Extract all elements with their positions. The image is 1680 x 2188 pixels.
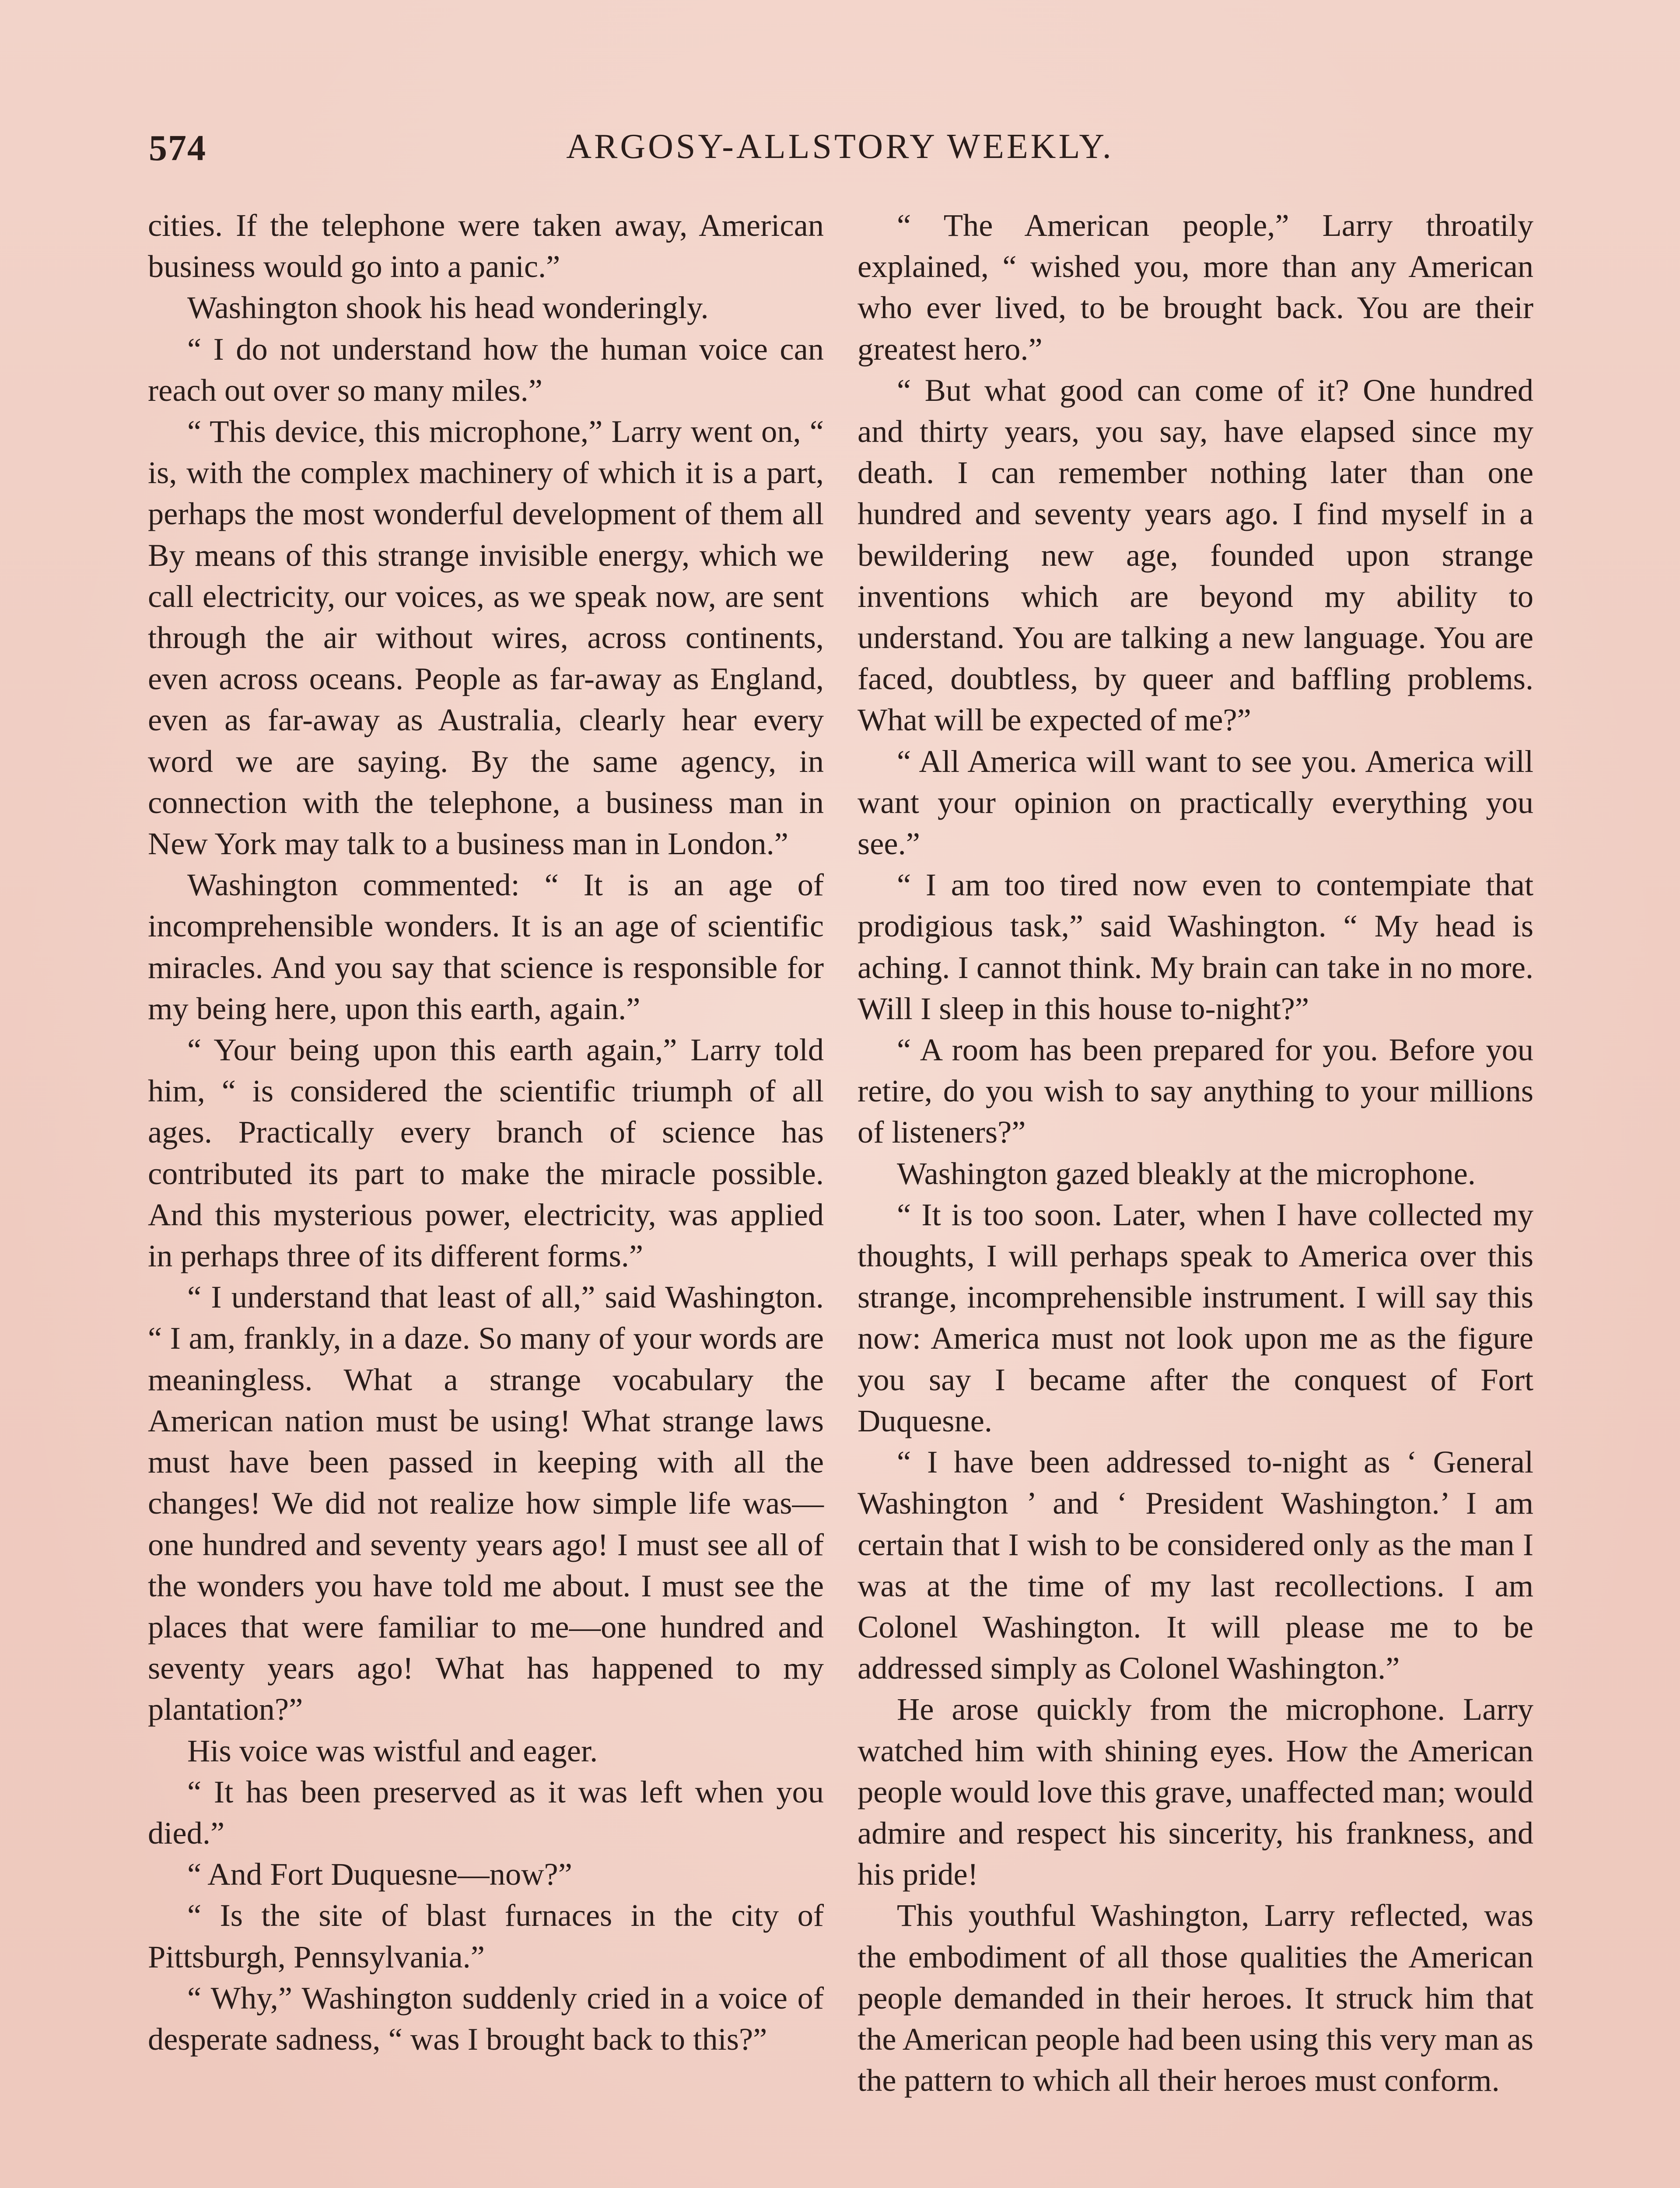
paragraph: He arose quickly from the microphone. Larry watched him with shining eyes. How the American people would love this grave, unaffected man; would admire and respect his sincerity, his frankness, and his pride!: [858, 1691, 1533, 1892]
paragraph: “ Your being upon this earth again,” Larry told him, “ is considered the scientific triumph of all ages. Practically every branch of science has contributed its part to make the miracle possible. And this mysterious power, electricity, was applied in perhaps three of its different forms.”: [148, 1032, 824, 1274]
paragraph: “ I understand that least of all,” said Washington. “ I am, frankly, in a daze. So many of your words are meaningless. What a strange vocabulary the American nation must be using! What strange laws must have been passed in keeping with all the changes! We did not realize how simple life was—one hundred and seventy years ago! I must see all of the wonders you have told me about. I must see the places that were familiar to me—one hundred and seventy years ago! What has happened to my plantation?”: [148, 1279, 824, 1727]
paragraph: Washington gazed bleakly at the microphone.: [897, 1155, 1476, 1191]
paragraph: His voice was wistful and eager.: [187, 1732, 598, 1768]
page-header: [149, 127, 1531, 179]
paragraph: “ It is too soon. Later, when I have collected my thoughts, I will perhaps speak to America over this strange, incomprehensible instrument. I will say this now: America must not look upon me as the figure you say I became after the conquest of Fort Duquesne.: [858, 1196, 1533, 1438]
paragraph: cities. If the telephone were taken away, American business would go into a panic.”: [148, 207, 824, 284]
paragraph: Washington commented: “ It is an age of incomprehensible wonders. It is an age of scientific miracles. And you say that science is responsible for my being here, upon this earth, again.”: [148, 867, 824, 1026]
paragraph: Washington shook his head wonderingly.: [187, 290, 709, 326]
paragraph: “ It has been preserved as it was left when you died.”: [148, 1774, 824, 1851]
paragraph: “ I am too tired now even to contempiate that prodigious task,” said Washington. “ My head is aching. I cannot think. My brain can take in no more. Will I sleep in this house to-night?”: [858, 867, 1533, 1026]
paragraph: “ And Fort Duquesne—now?”: [187, 1856, 572, 1892]
paragraph: “ But what good can come of it? One hundred and thirty years, you say, have elapsed since my death. I can remember nothing later than one hundred and seventy years ago. I find myself in a bewildering new age, founded upon strange inventions which are beyond my ability to understand. You are talking a new language. You are faced, doubtless, by queer and baffling problems. What will be expected of me?”: [858, 372, 1533, 738]
paragraph: “ Is the site of blast furnaces in the city of Pittsburgh, Pennsylvania.”: [148, 1897, 824, 1974]
paragraph: “ This device, this microphone,” Larry went on, “ is, with the complex machinery of which it is a part, perhaps the most wonderful development of them all By means of this strange invisible energy, which we call electricity, our voices, as we speak now, are sent through the air without wires, across continents, even across oceans. People as far-away as England, even as far-away as Australia, clearly hear every word we are saying. By the same agency, in connection with the telephone, a business man in New York may talk to a business man in London.”: [148, 414, 824, 862]
paragraph: “ All America will want to see you. America will want your opinion on practically everything you see.”: [858, 743, 1533, 862]
paragraph: This youthful Washington, Larry reflected, was the embodiment of all those qualities the American people demanded in their heroes. It struck him that the American people had been using this very man as the pattern to which all their heroes must conform.: [858, 1897, 1533, 2098]
paragraph: “ I do not understand how the human voice can reach out over so many miles.”: [148, 331, 824, 408]
paragraph: “ I have been addressed to-night as ‘ General Washington ’ and ‘ President Washington.’ I am certain that I wish to be considered only as the man I was at the time of my last recollections. I am Colonel Washington. It will please me to be addressed simply as Colonel Washington.”: [858, 1444, 1533, 1686]
page-number: 574: [149, 128, 206, 168]
right-column: [858, 205, 1533, 2101]
paragraph: “ A room has been prepared for you. Before you retire, do you wish to say anything to your millions of listeners?”: [858, 1032, 1533, 1150]
paragraph: “ Why,” Washington suddenly cried in a voice of desperate sadness, “ was I brought back to this?”: [148, 1980, 824, 2057]
running-head: ARGOSY-ALLSTORY WEEKLY.: [566, 127, 1114, 166]
left-column: [148, 205, 824, 2060]
paragraph: “ The American people,” Larry throatily explained, “ wished you, more than any American who ever lived, to be brought back. You are their greatest hero.”: [858, 207, 1533, 367]
